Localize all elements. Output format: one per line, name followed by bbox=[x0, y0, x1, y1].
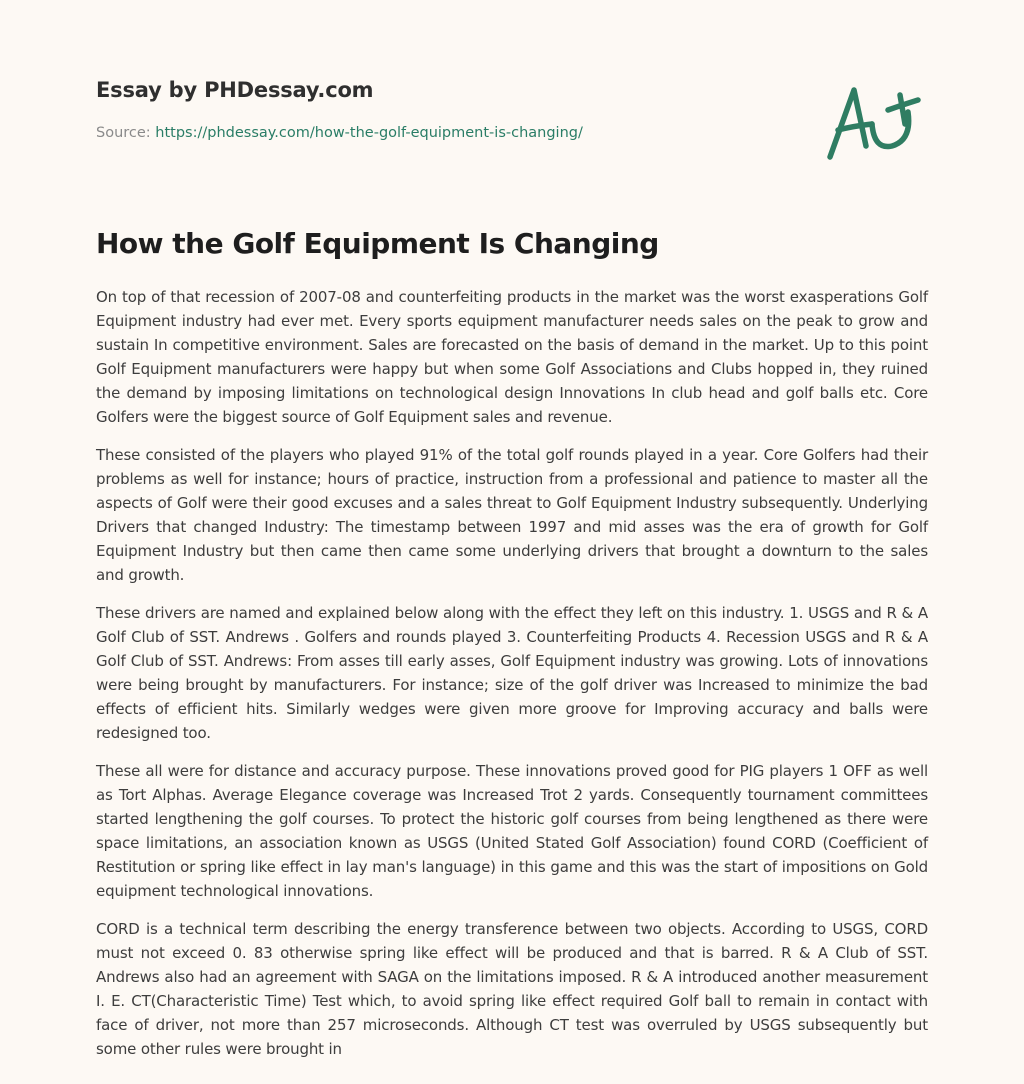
paragraph: These drivers are named and explained below along with the effect they left on this industry. 1. USGS and R & A Golf Club of SST. Andrews . Golfers and rounds played 3. Counterfeiting Products 4. Recession USGS and R & A Golf Club of SST. Andrews: From asses till early asses, Golf Equipment industry was growing. Lots of innovations were being brought by manufacturers. For instance; size of the golf driver was Increased to minimize the bad effects of efficient hits. Similarly wedges were given more groove for Improving accuracy and balls were redesigned too. bbox=[96, 604, 928, 742]
source-line bbox=[96, 123, 928, 143]
paragraph: These consisted of the players who played 91% of the total golf rounds played in a year. Core Golfers had their problems as well for instance; hours of practice, instruction from a professional and patience to master all the aspects of Golf were their good excuses and a sales threat to Golf Equipment Industry subsequently. Underlying Drivers that changed Industry: The timestamp between 1997 and mid asses was the era of growth for Golf Equipment Industry but then came then came some underlying drivers that brought a downturn to the sales and growth. bbox=[96, 446, 928, 584]
article-body bbox=[96, 285, 928, 1075]
article-title: How the Golf Equipment Is Changing bbox=[96, 227, 659, 260]
paragraph: These all were for distance and accuracy purpose. These innovations proved good for PIG players 1 OFF as well as Tort Alphas. Average Elegance coverage was Increased Trot 2 yards. Consequently tournament committees started lengthening the golf courses. To protect the historic golf courses from being lengthened as there were space limitations, an association known as USGS (United Stated Golf Association) found CORD (Coefficient of Restitution or spring like effect in lay man's language) in this game and this was the start of impositions on Gold equipment technological innovations. bbox=[96, 762, 928, 900]
source-label: Source: bbox=[96, 125, 156, 141]
essay-header bbox=[96, 76, 928, 143]
a-plus-grade-icon bbox=[820, 66, 930, 166]
source-link[interactable]: https://phdessay.com/how-the-golf-equipment-is-changing/ bbox=[155, 125, 583, 141]
paragraph: CORD is a technical term describing the energy transference between two objects. According to USGS, CORD must not exceed 0. 83 otherwise spring like effect will be produced and that is barred. R & A Club of SST. Andrews also had an agreement with SAGA on the limitations imposed. R & A introduced another measurement I. E. CT(Characteristic Time) Test which, to avoid spring like effect required Golf ball to remain in contact with face of driver, not more than 257 microseconds. Although CT test was overruled by USGS subsequently but some other rules were brought in bbox=[96, 920, 928, 1058]
brand-title: Essay by PHDessay.com bbox=[96, 78, 374, 102]
paragraph: On top of that recession of 2007-08 and counterfeiting products in the market was the worst exasperations Golf Equipment industry had ever met. Every sports equipment manufacturer needs sales on the peak to grow and sustain In competitive environment. Sales are forecasted on the basis of demand in the market. Up to this point Golf Equipment manufacturers were happy but when some Golf Associations and Clubs hopped in, they ruined the demand by imposing limitations on technological design Innovations In club head and golf balls etc. Core Golfers were the biggest source of Golf Equipment sales and revenue. bbox=[96, 288, 928, 426]
